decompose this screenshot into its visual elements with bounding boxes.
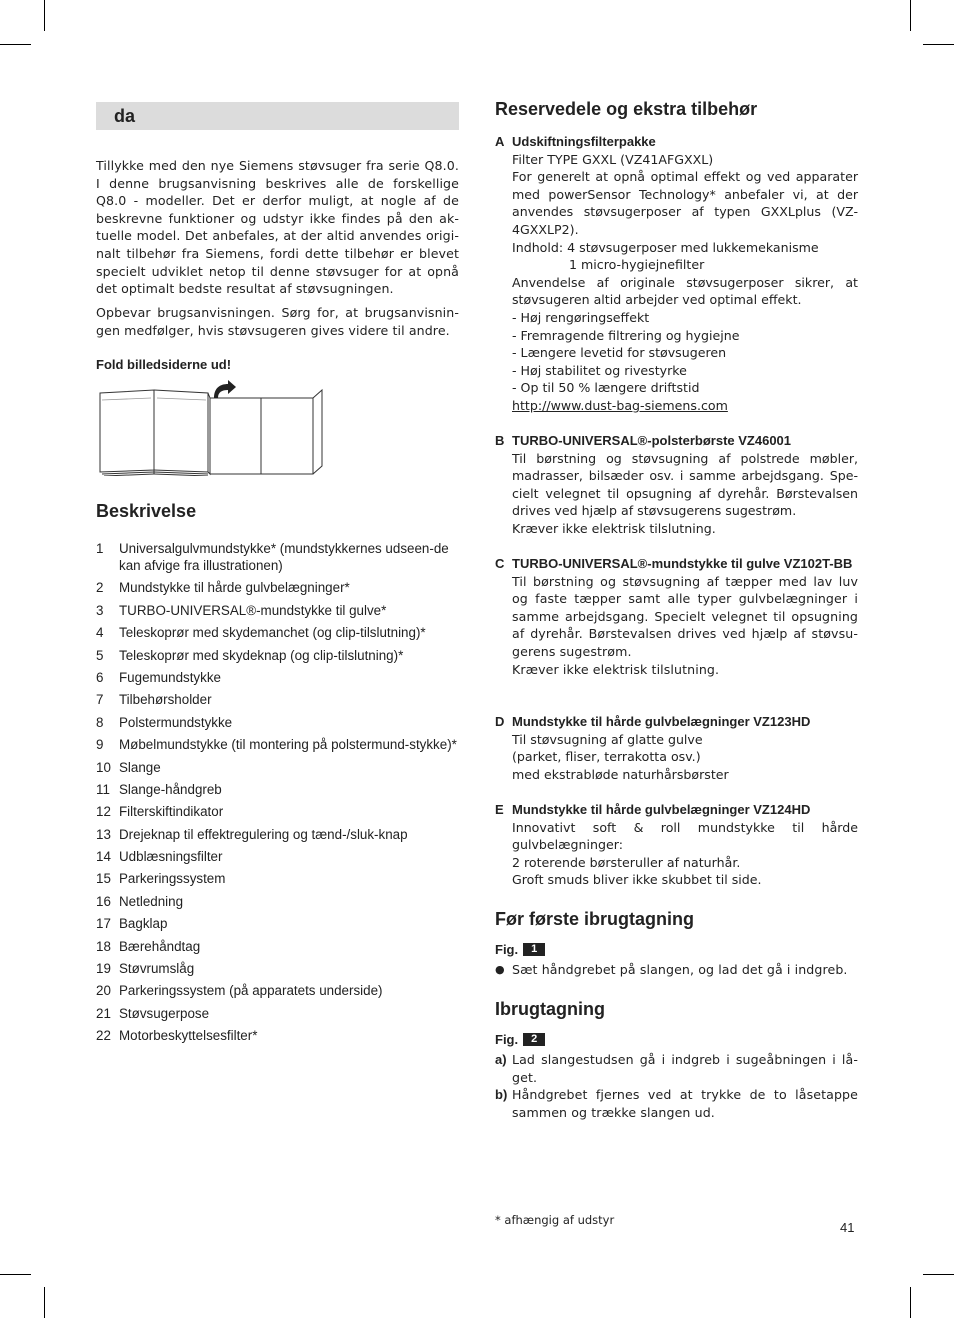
part-text: Indhold: 4 støvsugerposer med lukkemekanisme <box>512 239 819 255</box>
dust-bag-link[interactable]: http://www.dust-bag-siemens.com <box>512 397 728 413</box>
part-a <box>495 133 858 415</box>
part-text: Til støvsugning af glatte gulve <box>512 731 703 747</box>
part-letter: C <box>495 556 505 571</box>
step-text: Håndgrebet fjernes ved at trykke de to låsetappe sammen og trække slangen ud. <box>512 1087 858 1120</box>
item-number: 3 <box>96 602 104 618</box>
part-title <box>495 555 858 573</box>
part-text: med ekstrabløde naturhårsbørster <box>512 766 729 782</box>
item-number: 1 <box>96 541 104 556</box>
item-text: Polstermundstykke <box>119 714 233 730</box>
crop-mark <box>44 1287 45 1318</box>
item-text: Motorbeskyttelsesfilter* <box>119 1028 258 1044</box>
description-item <box>96 826 459 843</box>
item-text: Drejeknap til effektregulering og tænd-/sluk-knap <box>119 826 408 842</box>
figure-number-badge: 2 <box>523 1033 545 1046</box>
part-text: Innovativt soft & roll mundstykke til hårde gulvbelægninger: <box>512 819 858 853</box>
instruction-text: Sæt håndgrebet på slangen, og lad det gå i indgreb. <box>512 962 848 977</box>
crop-mark <box>0 1274 31 1275</box>
figure-label: Fig. <box>495 942 519 957</box>
description-item <box>96 781 459 798</box>
description-item <box>96 803 459 820</box>
item-number: 4 <box>96 625 104 641</box>
description-item <box>96 1005 459 1022</box>
part-text: Til børstning og støvsugning af polstrede møbler, madrasser, bilsæder osv. i samme arbejdsgang. Spe-cielt velegnet til opsugning af dyrehår. Børstevalsen drives ved hjælp af støvsugerens sugestrøm. <box>512 450 858 519</box>
item-text: Slange <box>119 759 161 775</box>
part-d <box>495 713 858 783</box>
item-number: 22 <box>96 1028 111 1044</box>
item-text: Slange-håndgreb <box>119 781 222 797</box>
part-b <box>495 432 858 538</box>
item-text: Mundstykke til hårde gulvbelægninger* <box>119 580 350 596</box>
part-text: Groft smuds bliver ikke skubbet til side. <box>512 872 762 888</box>
description-item <box>96 624 459 641</box>
item-number: 9 <box>96 737 104 753</box>
part-title-text: TURBO-UNIVERSAL®-mundstykke til gulve VZ102T-BB <box>512 556 853 571</box>
instruction-bullet <box>495 961 858 979</box>
figure-number-badge: 1 <box>523 943 545 956</box>
description-item <box>96 848 459 865</box>
part-title: Mundstykke til hårde gulvbelægninger VZ124HD <box>512 802 811 817</box>
item-number: 13 <box>96 826 111 842</box>
item-number: 15 <box>96 871 111 887</box>
part-text: 1 micro-hygiejnefilter <box>569 257 705 273</box>
crop-mark <box>910 0 911 31</box>
fold-arrow-icon <box>214 380 236 398</box>
item-text: Støvsugerpose <box>119 1005 210 1021</box>
item-number: 17 <box>96 916 111 932</box>
description-item <box>96 579 459 596</box>
item-text: Møbelmundstykke (til montering på polstermund-stykke)* <box>119 737 457 753</box>
item-number: 19 <box>96 961 111 977</box>
part-text: For generelt at opnå optimal effekt og ved apparater med powerSensor Technology* anbefaler vi, at der anvendes støvsugerposer af typen GXXLplus (VZ-4GXXLP2). <box>512 169 858 237</box>
language-tab <box>96 102 459 130</box>
item-text: Udblæsningsfilter <box>119 849 223 865</box>
crop-mark <box>923 1274 954 1275</box>
benefit-item: - Længere levetid for støvsugeren <box>512 345 727 361</box>
step-b <box>495 1086 858 1121</box>
item-text: Teleskoprør med skydemanchet (og clip-tilslutning)* <box>119 625 426 641</box>
part-text: Filter TYPE GXXL (VZ41AFGXXL) <box>512 151 714 167</box>
part-title: TURBO-UNIVERSAL®-polsterbørste VZ46001 <box>512 433 792 448</box>
description-item <box>96 960 459 977</box>
description-item <box>96 1027 459 1044</box>
crop-mark <box>923 44 954 45</box>
description-list <box>96 540 459 1050</box>
item-number: 6 <box>96 669 104 685</box>
item-number: 14 <box>96 849 111 865</box>
item-text: Universalgulvmundstykke* (mundstykkernes udseen-de kan afvige fra illustrationen) <box>119 541 449 573</box>
part-letter: B <box>495 433 505 448</box>
part-title: Mundstykke til hårde gulvbelægninger VZ123HD <box>512 714 811 729</box>
use-heading: Ibrugtagning <box>495 999 605 1019</box>
part-e <box>495 801 858 889</box>
footnote: * afhængig af udstyr <box>495 1213 615 1227</box>
item-text: Teleskoprør med skydeknap (og clip-tilslutning)* <box>119 647 404 663</box>
benefit-item: - Høj rengøringseffekt <box>512 309 650 325</box>
step-text: Lad slangestudsen gå i indgreb i sugeåbningen i lå-get. <box>512 1052 858 1085</box>
figure-reference <box>495 942 545 957</box>
description-item <box>96 691 459 708</box>
crop-mark <box>910 1287 911 1318</box>
item-text: Fugemundstykke <box>119 669 221 685</box>
part-text: (parket, fliser, terrakotta osv.) <box>512 749 701 765</box>
page-number: 41 <box>840 1220 855 1235</box>
benefit-list <box>512 309 858 397</box>
description-item <box>96 647 459 664</box>
part-text: Kræver ikke elektrisk tilslutning. <box>512 520 716 536</box>
item-text: Bærehåndtag <box>119 938 201 954</box>
step-a <box>495 1051 858 1086</box>
item-number: 20 <box>96 983 111 999</box>
description-item <box>96 982 459 999</box>
fold-out-illustration <box>96 380 326 476</box>
item-number: 2 <box>96 580 104 596</box>
item-number: 11 <box>96 781 110 797</box>
item-text: Tilbehørsholder <box>119 692 212 708</box>
step-label: b) <box>495 1087 508 1102</box>
description-item <box>96 938 459 955</box>
bullet-icon: ● <box>495 963 505 976</box>
item-number: 10 <box>96 759 111 775</box>
part-letter: E <box>495 802 504 817</box>
part-title: Udskiftningsfilterpakke <box>512 134 656 149</box>
figure-label: Fig. <box>495 1032 519 1047</box>
item-text: Parkeringssystem (på apparatets underside) <box>119 983 383 999</box>
benefit-item: - Fremragende filtrering og hygiejne <box>512 327 740 343</box>
item-number: 16 <box>96 893 111 909</box>
spare-parts-heading: Reservedele og ekstra tilbehør <box>495 99 758 119</box>
benefit-item: - Op til 50 % længere driftstid <box>512 380 700 396</box>
item-number: 5 <box>96 647 104 663</box>
description-item <box>96 669 459 686</box>
description-item <box>96 759 459 776</box>
item-number: 18 <box>96 938 111 954</box>
first-use-heading: Før første ibrugtagning <box>495 909 694 929</box>
item-number: 21 <box>96 1005 111 1021</box>
description-heading: Beskrivelse <box>96 501 197 521</box>
description-item <box>96 714 459 731</box>
part-text: Anvendelse af originale støvsugerposer sikrer, at støvsugeren altid arbejder ved optimal effekt. <box>512 274 858 308</box>
crop-mark <box>0 44 31 45</box>
description-item <box>96 540 459 574</box>
fold-out-label: Fold billedsiderne ud! <box>96 357 232 372</box>
description-item <box>96 736 459 753</box>
part-letter: A <box>495 134 505 149</box>
item-text: Filterskiftindikator <box>119 804 224 820</box>
part-text: Kræver ikke elektrisk tilslutning. <box>512 661 720 677</box>
figure-reference <box>495 1032 545 1047</box>
item-text: Netledning <box>119 893 184 909</box>
part-text: 2 roterende børsteruller af naturhår. <box>512 854 741 870</box>
item-number: 7 <box>96 692 104 708</box>
part-c <box>495 555 858 678</box>
benefit-item: - Høj stabilitet og rivestyrke <box>512 362 687 378</box>
description-item <box>96 602 459 619</box>
part-letter: D <box>495 714 505 729</box>
step-label: a) <box>495 1052 507 1067</box>
item-text: TURBO-UNIVERSAL®-mundstykke til gulve* <box>119 602 387 618</box>
crop-mark <box>44 0 45 31</box>
description-item <box>96 893 459 910</box>
intro-paragraph-1: Tillykke med den nye Siemens støvsuger fra serie Q8.0. I denne brugsanvisning beskrives alle de forskellige Q8.0 - modeller. Det er derfor muligt, at nogle af de beskrevne funktioner og udstyr ikke findes på den ak-tuelle model. Det anbefales, at der altid anvendes origi-nalt tilbehør fra Siemens, fordi dette tilbehør er blevet specielt udviklet netop til denne støvsuger for at opnå det optimalt bedste resultat af støvsugningen. <box>96 158 459 297</box>
item-text: Støvrumslåg <box>119 961 195 977</box>
language-label: da <box>114 106 136 126</box>
part-text: Til børstning og støvsugning af tæpper med lav luv og faste tæpper samt alle typer gulvbelægninger i samme arbejdsgang. Specielt velegnet til opsugning af dyrehår. Børstevalsen drives ved hjælp af støvsu-gerens sugestrøm. <box>512 573 858 659</box>
description-item <box>96 870 459 887</box>
item-text: Bagklap <box>119 916 168 932</box>
item-number: 12 <box>96 804 111 820</box>
intro-paragraph-2: Opbevar brugsanvisningen. Sørg for, at brugsanvisnin-gen medfølger, hvis støvsugeren gives videre til andre. <box>96 305 459 338</box>
item-number: 8 <box>96 714 104 730</box>
description-item <box>96 915 459 932</box>
item-text: Parkeringssystem <box>119 871 226 887</box>
